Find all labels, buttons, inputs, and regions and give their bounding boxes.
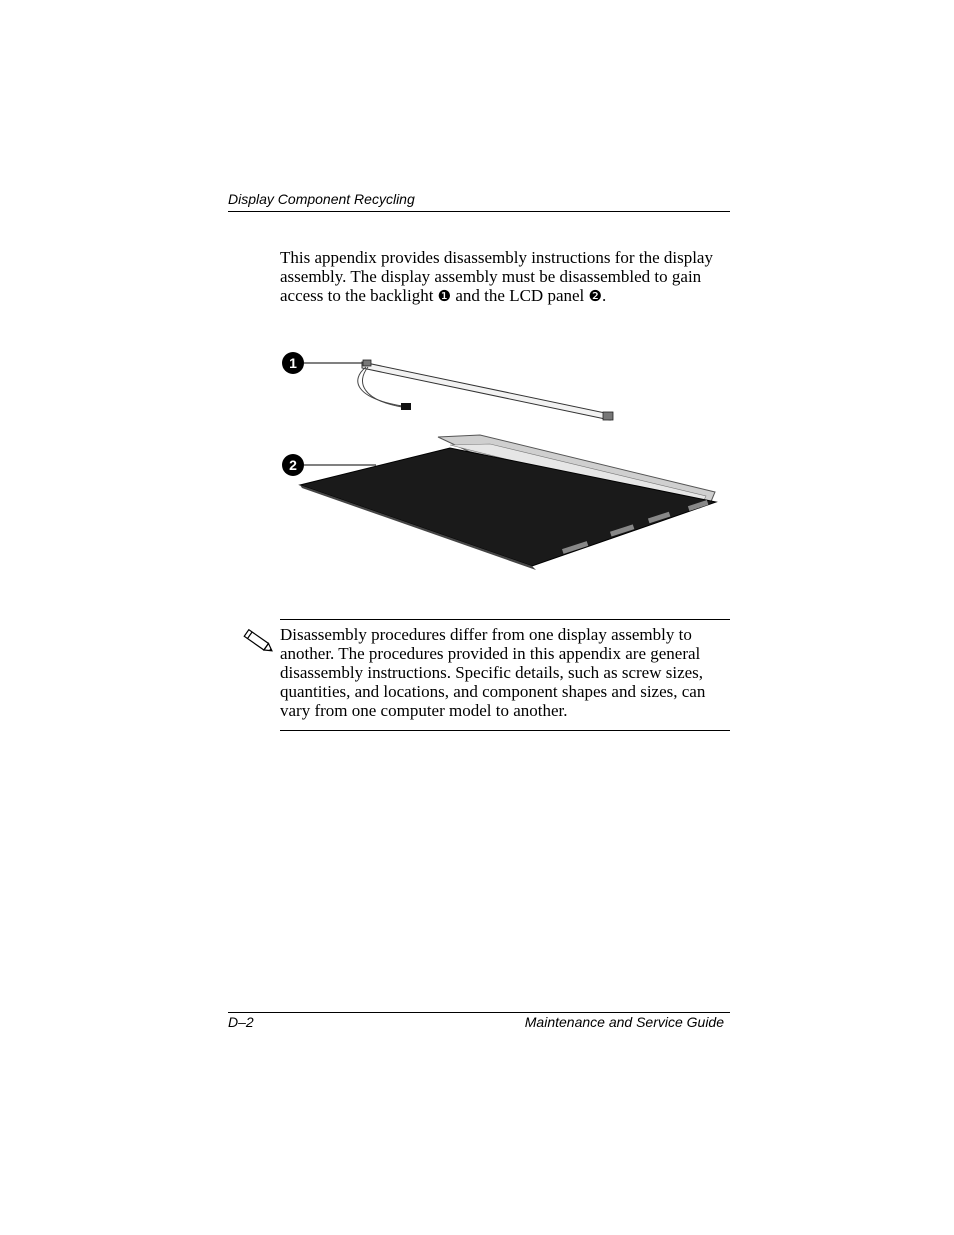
- callout-2-inline: ❷: [588, 287, 602, 305]
- backlight: [358, 360, 613, 420]
- intro-paragraph: [280, 248, 730, 306]
- display-assembly-figure: [270, 340, 730, 580]
- pencil-note-icon: [240, 626, 276, 656]
- callout-1-label: 1: [289, 355, 297, 371]
- running-head: Display Component Recycling: [228, 191, 415, 207]
- intro-text-2: and the LCD panel: [451, 286, 589, 305]
- note-text: Disassembly procedures differ from one display assembly to another. The procedures provided in this appendix are general disassembly instructions. Specific details, such as screw sizes, quantities, and locations, and component shapes and sizes, can vary from one computer model to another.: [280, 625, 706, 720]
- page-number: D–2: [228, 1014, 254, 1030]
- intro-text-1: This appendix provides disassembly instructions for the display assembly. The display assembly must be disassembled to gain access to the backlight: [280, 248, 713, 305]
- callout-1-marker: [282, 352, 362, 374]
- note-top-rule: [280, 619, 730, 620]
- guide-title: Maintenance and Service Guide: [524, 1014, 724, 1030]
- callout-1-inline: ❶: [437, 287, 452, 305]
- intro-text-3: .: [601, 286, 607, 305]
- header-rule: [228, 211, 730, 212]
- lcd-panel: [300, 435, 716, 570]
- note-bottom-rule: [280, 730, 730, 731]
- callout-2-label: 2: [289, 457, 297, 473]
- footer-rule: [228, 1012, 730, 1013]
